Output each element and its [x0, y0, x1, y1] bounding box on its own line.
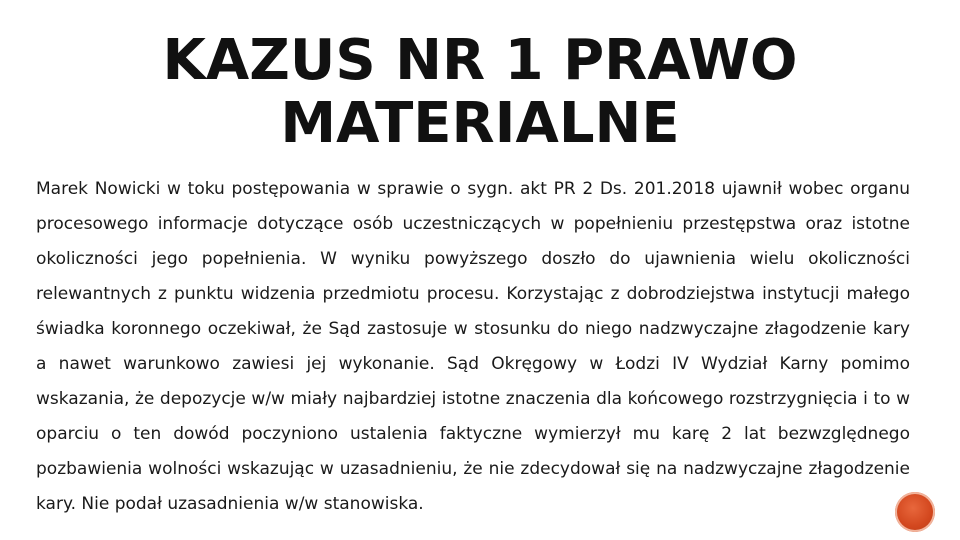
orange-circle-icon [895, 492, 935, 532]
title-line-2: MATERIALNE [280, 90, 680, 156]
slide-title [0, 30, 960, 155]
case-description: Marek Nowicki w toku postępowania w sprawie o sygn. akt PR 2 Ds. 201.2018 ujawnił wobec organu procesowego informacje dotyczące osób uczestniczących w popełnieniu przestępstwa oraz istotne okoliczności jego popełnienia. W wyniku powyższego doszło do ujawnienia wielu okoliczności relewantnych z punktu widzenia przedmiotu procesu. Korzystając z dobrodziejstwa instytucji małego świadka koronnego oczekiwał, że Sąd zastosuje w stosunku do niego nadzwyczajne złagodzenie kary a nawet warunkowo zawiesi jej wykonanie. Sąd Okręgowy w Łodzi IV Wydział Karny pomimo wskazania, że depozycje w/w miały najbardziej istotne znaczenia dla końcowego rozstrzygnięcia i to w oparciu o ten dowód poczyniono ustalenia faktyczne wymierzył mu karę 2 lat bezwzględnego pozbawienia wolności wskazując w uzasadnieniu, że nie zdecydował się na nadzwyczajne złagodzenie kary. Nie podał uzasadnienia w/w stanowiska. [36, 179, 910, 514]
title-line-1: KAZUS NR 1 PRAWO [162, 28, 798, 93]
